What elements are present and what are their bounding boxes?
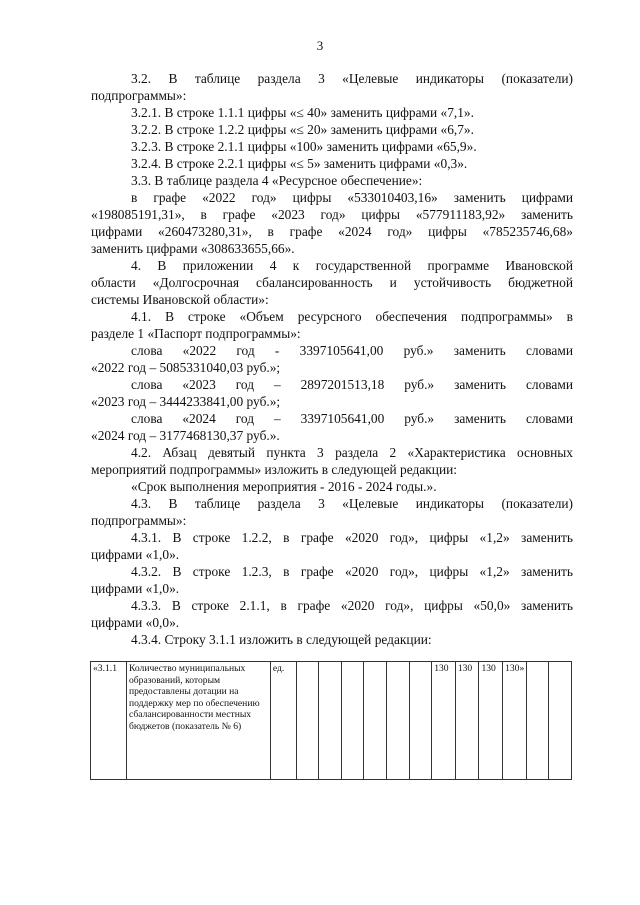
empty-cell	[549, 662, 572, 780]
paragraph-line: 3.2.3. В строке 2.1.1 цифры «100» заменить цифрами «65,9».	[131, 139, 477, 154]
paragraph-line: цифрами «1,0».	[91, 547, 180, 562]
paragraph-line: слова «2023 год – 2897201513,18 руб.» заменить словами	[131, 377, 573, 392]
paragraph-line: системы Ивановской области»:	[91, 292, 269, 307]
table-row	[91, 662, 572, 780]
paragraph-line: 4. В приложении 4 к государственной программе Ивановской	[131, 258, 573, 273]
paragraph-line: в графе «2022 год» цифры «533010403,16» заменить цифрами	[131, 190, 573, 205]
paragraph-line: заменить цифрами «308633655,66».	[91, 241, 295, 256]
paragraph-line: «2024 год – 3177468130,37 руб.».	[91, 428, 280, 443]
paragraph-line: цифрами «1,0».	[91, 581, 180, 596]
paragraph-line: области «Долгосрочная сбалансированность и устойчивость бюджетной	[91, 275, 573, 290]
paragraph-line: разделе 1 «Паспорт подпрограммы»:	[91, 326, 301, 341]
indicator-name-cell: Количество муниципальных образований, которым предоставлены дотации на поддержку мер по обеспечению сбалансированности местных бюджетов (показатель № 6)	[126, 662, 270, 780]
value-cell: 130	[479, 662, 503, 780]
paragraph-line: 4.1. В строке «Объем ресурсного обеспечения подпрограммы» в	[131, 309, 573, 324]
paragraph-line: «198085191,31», в графе «2023 год» цифры «577911183,92» заменить	[91, 207, 573, 222]
empty-cell	[526, 662, 549, 780]
paragraph-line: 4.3.2. В строке 1.2.3, в графе «2020 год», цифры «1,2» заменить	[131, 564, 573, 579]
paragraph-line: подпрограммы»:	[91, 513, 187, 528]
paragraph-line: 4.3.1. В строке 1.2.2, в графе «2020 год», цифры «1,2» заменить	[131, 530, 573, 545]
paragraph-line: цифрами «260473280,31», в графе «2024 год» цифры «785235746,68»	[91, 224, 573, 239]
empty-cell	[386, 662, 409, 780]
paragraph-line: 4.3.3. В строке 2.1.1, в графе «2020 год», цифры «50,0» заменить	[131, 598, 573, 613]
paragraph-line: подпрограммы»:	[91, 88, 187, 103]
paragraph-line: «2022 год – 5085331040,03 руб.»;	[91, 360, 281, 375]
empty-cell	[364, 662, 387, 780]
paragraph-line: 4.2. Абзац девятый пункта 3 раздела 2 «Характеристика основных	[131, 445, 573, 460]
row-number-cell: «3.1.1	[91, 662, 127, 780]
empty-cell	[341, 662, 364, 780]
page-number: 3	[316, 38, 324, 53]
paragraph-line: слова «2024 год – 3397105641,00 руб.» заменить словами	[131, 411, 573, 426]
paragraph-line: «Срок выполнения мероприятия - 2016 - 2024 годы.».	[131, 479, 437, 494]
paragraph-line: 4.3.4. Строку 3.1.1 изложить в следующей редакции:	[131, 632, 432, 647]
empty-cell	[409, 662, 432, 780]
indicator-table	[90, 661, 572, 780]
value-cell: 130	[432, 662, 456, 780]
empty-cell	[296, 662, 319, 780]
paragraph-line: 3.2.2. В строке 1.2.2 цифры «≤ 20» заменить цифрами «6,7».	[131, 122, 474, 137]
paragraph-line: «2023 год – 3444233841,00 руб.»;	[91, 394, 281, 409]
paragraph-line: 3.3. В таблице раздела 4 «Ресурсное обеспечение»:	[131, 173, 423, 188]
paragraph-line: мероприятий подпрограммы» изложить в следующей редакции:	[91, 462, 457, 477]
paragraph-line: 3.2.4. В строке 2.2.1 цифры «≤ 5» заменить цифрами «0,3».	[131, 156, 468, 171]
value-cell: 130»	[503, 662, 527, 780]
paragraph-line: 3.2. В таблице раздела 3 «Целевые индикаторы (показатели)	[131, 71, 573, 86]
empty-cell	[319, 662, 342, 780]
paragraph-line: слова «2022 год - 3397105641,00 руб.» заменить словами	[131, 343, 573, 358]
paragraph-line: 4.3. В таблице раздела 3 «Целевые индикаторы (показатели)	[131, 496, 573, 511]
paragraph-line: цифрами «0,0».	[91, 615, 180, 630]
value-cell: 130	[455, 662, 479, 780]
paragraph-line: 3.2.1. В строке 1.1.1 цифры «≤ 40» заменить цифрами «7,1».	[131, 105, 474, 120]
unit-cell: ед.	[270, 662, 296, 780]
